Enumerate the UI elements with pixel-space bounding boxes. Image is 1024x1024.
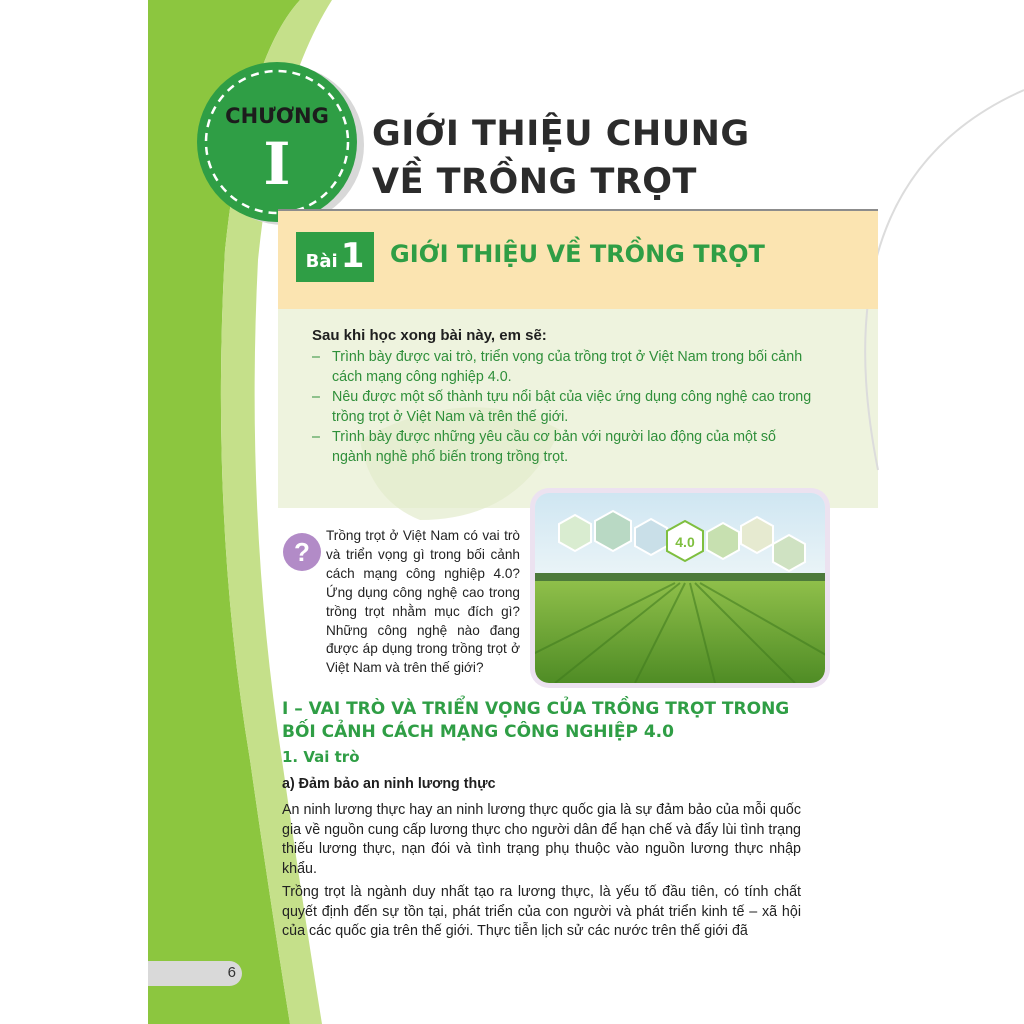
question-text: Trồng trọt ở Việt Nam có vai trò và triển vọng gì trong bối cảnh cách mạng công nghiệp 4.0? Ứng dụng công nghệ cao trong trồng trọt nhằm mục đích gì? Những công nghệ nào đang được áp dụng trong trồng trọt ở Việt Nam và trên thế giới? [326,528,520,676]
lesson-number-box [296,232,374,282]
rice-field-photo [535,493,825,683]
objectives-list [312,348,812,467]
right-grey-curve [865,90,1024,470]
question-mark-icon: ? [283,533,321,571]
objectives-heading: Sau khi học xong bài này, em sẽ: [312,327,547,344]
chapter-badge-number: I [263,130,291,198]
lesson-title: GIỚI THIỆU VỀ TRỒNG TRỌT [390,240,765,268]
learning-objectives [312,327,812,468]
body-paragraph: An ninh lương thực hay an ninh lương thực quốc gia là sự đảm bảo của mỗi quốc gia về nguồn cung cấp lương thực cho người dân để hạn chế và đẩy lùi tình trạng thiếu lương thực, nạn đói và tình trạng phụ thuộc vào nguồn lương thực nhập khẩu. [282,802,801,877]
hexagon-icon [741,517,773,553]
objective-item: – Trình bày được những yêu cầu cơ bản với người lao động của một số ngành nghề phổ biến trong trồng trọt. [312,429,776,465]
section-heading: I – VAI TRÒ VÀ TRIỂN VỌNG CỦA TRỒNG TRỌT TRONG BỐI CẢNH CÁCH MẠNG CÔNG NGHIỆP 4.0 [282,699,790,742]
dash-bullet: – [312,429,320,445]
hexagon-4-0-label: 4.0 [675,534,695,550]
dash-bullet: – [312,389,320,405]
hexagon-icon [559,515,591,551]
rice-field-illustration [535,493,825,683]
chapter-title-line1: GIỚI THIỆU CHUNG [372,114,750,154]
chapter-badge-label: CHƯƠNG [225,104,329,128]
hexagon-icon [773,535,805,571]
dash-bullet: – [312,349,320,365]
body-paragraph: Trồng trọt là ngành duy nhất tạo ra lương thực, là yếu tố đầu tiên, có tính chất quyết định đến sự tồn tại, phát triển của con người và phát triển kinh tế – xã hội của các quốc gia trên thế giới. Thực tiễn lịch sử các nước trên thế giới đã [282,884,801,939]
hexagon-icon [635,519,667,555]
sub-heading: 1. Vai trò [282,748,360,766]
chapter-title [372,110,750,206]
objective-item: – Trình bày được vai trò, triển vọng của trồng trọt ở Việt Nam trong bối cảnh cách mạng công nghiệp 4.0. [312,349,803,385]
objective-item: – Nêu được một số thành tựu nổi bật của việc ứng dụng công nghệ cao trong trồng trọt ở Việt Nam và trên thế giới. [312,389,812,425]
chapter-title-line2: VỀ TRỒNG TRỌT [372,162,697,202]
hexagon-icon [595,511,631,551]
hexagon-icon [707,523,739,559]
page-number: 6 [227,964,236,981]
subsub-heading: a) Đảm bảo an ninh lương thực [282,776,496,792]
lesson-number: 1 [340,236,365,276]
lesson-prefix: Bài [305,251,338,272]
